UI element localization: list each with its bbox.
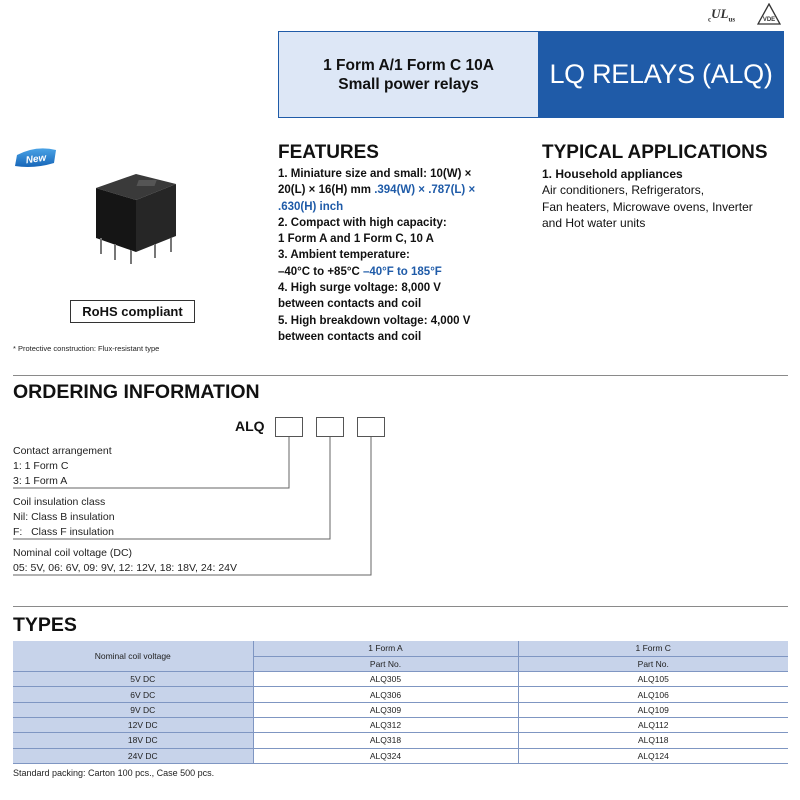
feature-1-line2: 20(L) × 16(H) mm .394(W) × .787(L) ×	[278, 184, 476, 197]
cell-part-no-form-a: ALQ318	[253, 733, 518, 748]
coil-voltage-group	[13, 546, 237, 576]
header-subtitle-line1: 1 Form A/1 Form C 10A	[323, 56, 494, 74]
ordering-box-voltage	[357, 417, 385, 437]
ordering-box-contact	[275, 417, 303, 437]
protective-construction-note: * Protective construction: Flux-resistant type	[13, 344, 160, 353]
feature-5-line1: 5. High breakdown voltage: 4,000 V	[278, 314, 471, 327]
contact-option: 3: 1 Form A	[13, 475, 68, 487]
cell-part-no-form-c: ALQ109	[518, 702, 788, 717]
header-nominal-coil-voltage: Nominal coil voltage	[13, 641, 253, 672]
feature-2-line2: 1 Form A and 1 Form C, 10 A	[278, 233, 434, 246]
feature-1-line1: 1. Miniature size and small: 10(W) ×	[278, 168, 472, 180]
cell-part-no-form-a: ALQ312	[253, 717, 518, 732]
vde-certification-icon	[757, 3, 781, 25]
svg-text:VDE: VDE	[762, 17, 776, 23]
cell-coil-voltage: 5V DC	[13, 672, 253, 687]
table-row	[13, 687, 788, 702]
insulation-option: F: Class F insulation	[13, 526, 114, 538]
header-part-no: Part No.	[253, 656, 518, 671]
header-1-form-a: 1 Form A	[253, 641, 518, 656]
ul-certification-mark: $_cUL_{us}$	[708, 6, 736, 24]
coil-insulation-title: Coil insulation class	[13, 496, 106, 508]
cell-part-no-form-a: ALQ324	[253, 748, 518, 763]
applications-title: TYPICAL APPLICATIONS	[542, 142, 768, 163]
features-title: FEATURES	[278, 142, 379, 163]
applications-line: and Hot water units	[542, 215, 646, 230]
ordering-box-insulation	[316, 417, 344, 437]
ordering-prefix: ALQ	[235, 418, 265, 434]
insulation-option: Nil: Class B insulation	[13, 511, 115, 523]
page-title: LQ RELAYS (ALQ)	[549, 59, 773, 89]
header-subtitle-line2: Small power relays	[338, 75, 479, 93]
section-divider	[13, 606, 788, 607]
coil-voltage-title: Nominal coil voltage (DC)	[13, 547, 133, 559]
rohs-compliant-label: RoHS compliant	[70, 300, 195, 323]
packing-note: Standard packing: Carton 100 pcs., Case 500 pcs.	[13, 768, 215, 778]
contact-option: 1: 1 Form C	[13, 460, 69, 472]
types-table	[13, 641, 788, 764]
coil-insulation-group	[13, 495, 115, 540]
feature-3-line2: –40°C to +85°C –40°F to 185°F	[278, 265, 442, 278]
applications-heading: 1. Household appliances	[542, 167, 683, 181]
feature-5-line2: between contacts and coil	[278, 330, 422, 343]
table-row	[13, 717, 788, 732]
ordering-title: ORDERING INFORMATION	[13, 381, 260, 403]
cell-coil-voltage: 18V DC	[13, 733, 253, 748]
features-list	[278, 166, 526, 345]
applications-list	[542, 166, 792, 231]
header-1-form-c: 1 Form C	[518, 641, 788, 656]
cell-part-no-form-c: ALQ118	[518, 733, 788, 748]
header-title-box	[538, 31, 784, 118]
svg-text:New: New	[25, 152, 48, 167]
coil-voltage-options: 05: 5V, 06: 6V, 09: 9V, 12: 12V, 18: 18V, 24: 24V	[13, 562, 238, 574]
table-row	[13, 748, 788, 763]
cell-coil-voltage: 6V DC	[13, 687, 253, 702]
cell-coil-voltage: 9V DC	[13, 702, 253, 717]
cell-part-no-form-c: ALQ106	[518, 687, 788, 702]
cell-part-no-form-a: ALQ305	[253, 672, 518, 687]
cell-part-no-form-a: ALQ309	[253, 702, 518, 717]
table-row	[13, 702, 788, 717]
relay-product-image	[84, 160, 184, 270]
table-row	[13, 672, 788, 687]
cell-part-no-form-c: ALQ112	[518, 717, 788, 732]
new-badge-icon	[14, 147, 58, 169]
types-title: TYPES	[13, 614, 77, 636]
cell-part-no-form-c: ALQ124	[518, 748, 788, 763]
applications-line: Air conditioners, Refrigerators,	[542, 183, 705, 198]
contact-arrangement-group	[13, 444, 112, 489]
feature-1-line3: .630(H) inch	[278, 200, 344, 213]
cell-coil-voltage: 24V DC	[13, 748, 253, 763]
header-part-no: Part No.	[518, 656, 788, 671]
cell-coil-voltage: 12V DC	[13, 717, 253, 732]
table-row	[13, 733, 788, 748]
feature-4-line2: between contacts and coil	[278, 298, 422, 311]
header-subtitle-box	[278, 31, 538, 118]
cell-part-no-form-a: ALQ306	[253, 687, 518, 702]
feature-2-line1: 2. Compact with high capacity:	[278, 216, 447, 229]
applications-line: Fan heaters, Microwave ovens, Inverter	[542, 199, 753, 214]
cell-part-no-form-c: ALQ105	[518, 672, 788, 687]
section-divider	[13, 375, 788, 376]
contact-arrangement-title: Contact arrangement	[13, 445, 112, 457]
feature-4-line1: 4. High surge voltage: 8,000 V	[278, 282, 441, 295]
feature-3-line1: 3. Ambient temperature:	[278, 249, 410, 262]
